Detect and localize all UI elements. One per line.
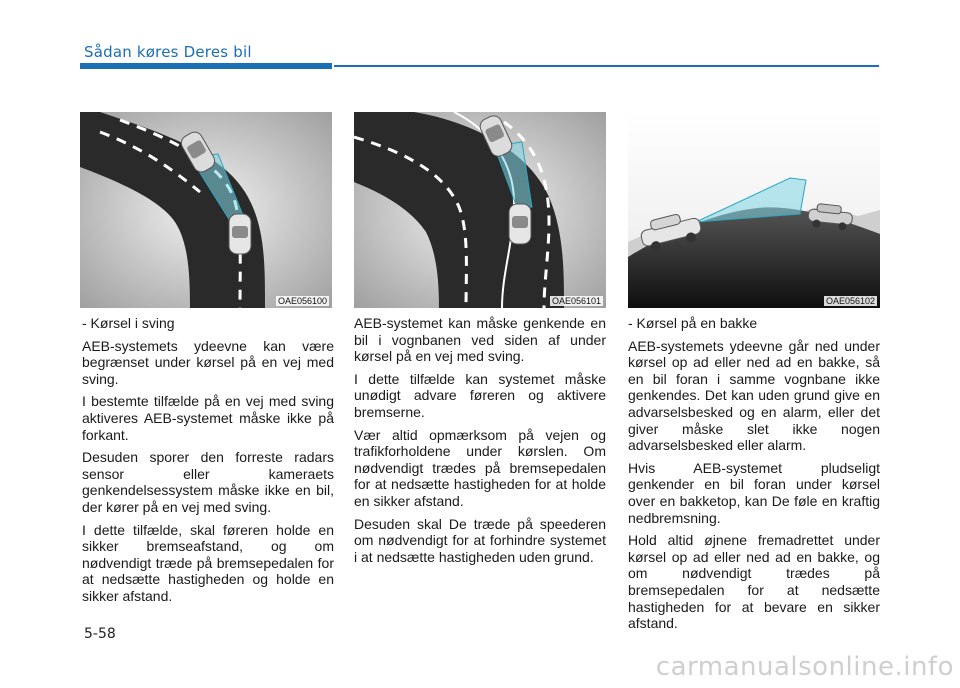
paragraph: Desuden sporer den forreste radars sensor eller kameraets genkendelsessystem måske ikke en bil, der kører på en vej med sving. [82,449,334,515]
own-car-icon [229,214,251,254]
paragraph: Vær altid opmærksom på vejen og trafikforholdene under kørslen. Om nødvendigt trædes på bremsepedalen for at nedsætte hastigheden for at holde en sikker afstand. [354,426,606,509]
figure-curve-two-lane [354,112,606,308]
text-column-1 [82,315,334,611]
header-rule-thick [80,63,332,69]
paragraph: I dette tilfælde, skal føreren holde en sikker bremseafstand, og om nødvendigt træde på bremsepedalen for at nedsætte hastigheden og holde en sikker afstand. [82,521,334,604]
subheading-curve: - Kørsel i sving [82,315,175,331]
header-rule-thin [334,65,879,67]
text-column-3 [628,315,880,638]
paragraph: AEB-systemet kan måske genkende en bil i vognbanen ved siden af under kørsel på en vej med sving. [354,315,606,365]
page-number: 5-58 [84,626,116,642]
paragraph: AEB-systemets ydeevne kan være begrænset under kørsel på en vej med sving. [82,337,334,387]
figure-code: OAE056102 [825,296,875,306]
figure-hill [628,112,880,308]
figure-code: OAE056100 [277,296,327,306]
text-column-2 [354,315,606,571]
paragraph: I dette tilfælde kan systemet måske unødigt advare føreren og aktivere bremserne. [354,370,606,420]
watermark: carmanualsonline.info [655,652,954,682]
hill-illustration [628,112,880,308]
curve-two-lane-illustration [354,112,606,308]
paragraph: Hold altid øjnene fremadrettet under kørsel op ad eller ned ad en bakke, og om nødvendigt trædes på bremsepedalen for at nedsætte hastigheden for at bevare en sikker afstand. [628,532,880,632]
figure-code: OAE056101 [551,296,601,306]
subheading-hill: - Kørsel på en bakke [628,315,758,331]
figure-curve-road [80,112,332,308]
paragraph: Desuden skal De træde på speederen om nødvendigt for at forhindre systemet i at nedsætte hastigheden uden grund. [354,515,606,565]
section-title: Sådan køres Deres bil [84,43,252,61]
paragraph: AEB-systemets ydeevne går ned under kørsel op ad eller ned ad en bakke, så en bil foran i samme vognbane ikke genkendes. Det kan uden grund give en advarselsbesked og en alarm, eller det giver måske slet ikke nogen advarselsbesked eller alarm. [628,337,880,454]
curve-road-illustration [80,112,332,308]
paragraph: Hvis AEB-systemet pludseligt genkender en bil foran under kørsel over en bakketop, kan De føle en kraftig nedbremsning. [628,459,880,526]
paragraph: I bestemte tilfælde på en vej med sving aktiveres AEB-systemet måske ikke på forkant. [82,393,334,443]
own-car-icon [509,204,531,244]
